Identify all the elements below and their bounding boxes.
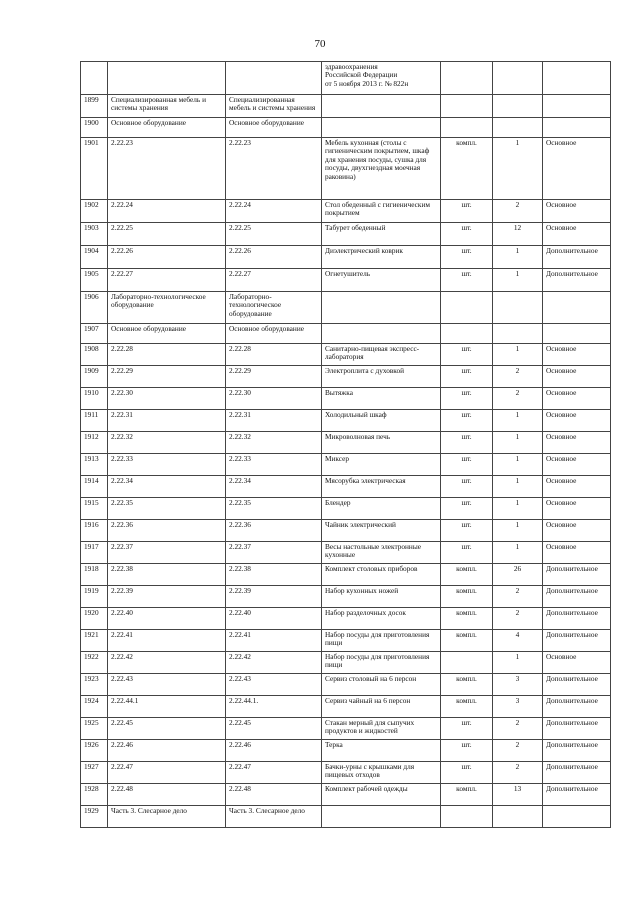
cell-code2: 2.22.25 — [226, 223, 322, 246]
cell-qty — [493, 95, 543, 118]
cell-code1: 2.22.42 — [108, 652, 226, 674]
cell-type: Дополнительное — [543, 784, 611, 806]
cell-qty: 2 — [493, 366, 543, 388]
cell-type: Дополнительное — [543, 718, 611, 740]
cell-code1: 2.22.48 — [108, 784, 226, 806]
cell-num: 1916 — [81, 520, 108, 542]
cell-code2: Основное оборудование — [226, 118, 322, 138]
cell-type: Основное — [543, 652, 611, 674]
cell-name: Миксер — [322, 454, 441, 476]
cell-type: Основное — [543, 200, 611, 223]
cell-unit: компл. — [441, 138, 493, 200]
cell-qty: 1 — [493, 344, 543, 366]
cell-code2: 2.22.45 — [226, 718, 322, 740]
cell-num: 1912 — [81, 432, 108, 454]
cell-code2: 2.22.34 — [226, 476, 322, 498]
cell-code1: 2.22.44.1 — [108, 696, 226, 718]
cell-type: Основное — [543, 344, 611, 366]
cell-type: Основное — [543, 138, 611, 200]
cell-name: Комплект столовых приборов — [322, 564, 441, 586]
cell-type: Основное — [543, 454, 611, 476]
cell-qty: 2 — [493, 608, 543, 630]
cell-unit: шт. — [441, 740, 493, 762]
cell-code2: 2.22.46 — [226, 740, 322, 762]
cell-code1: 2.22.23 — [108, 138, 226, 200]
cell-name: Табурет обеденный — [322, 223, 441, 246]
cell-num: 1918 — [81, 564, 108, 586]
cell-code2: 2.22.43 — [226, 674, 322, 696]
cell-qty: 1 — [493, 520, 543, 542]
cell-code2: 2.22.35 — [226, 498, 322, 520]
cell-code1: 2.22.25 — [108, 223, 226, 246]
cell-name: Набор посуды для приготовления пищи — [322, 630, 441, 652]
table-row — [81, 542, 611, 564]
cell-qty: 1 — [493, 454, 543, 476]
cell-num: 1906 — [81, 292, 108, 324]
cell-qty: 2 — [493, 586, 543, 608]
cell-code1: 2.22.47 — [108, 762, 226, 784]
table-row — [81, 740, 611, 762]
cell-code2: 2.22.33 — [226, 454, 322, 476]
cell-qty: 1 — [493, 652, 543, 674]
cell-unit: шт. — [441, 762, 493, 784]
cell-type: Основное — [543, 520, 611, 542]
table-row — [81, 696, 611, 718]
cell-code1: Специализированная мебель и системы хранения — [108, 95, 226, 118]
cell-code1: Основное оборудование — [108, 324, 226, 344]
cell-type: Основное — [543, 432, 611, 454]
cell-num: 1921 — [81, 630, 108, 652]
cell-name: Набор посуды для приготовления пищи — [322, 652, 441, 674]
cell-type: Дополнительное — [543, 564, 611, 586]
table-row — [81, 223, 611, 246]
cell-num: 1928 — [81, 784, 108, 806]
cell-qty: 2 — [493, 740, 543, 762]
table-row — [81, 292, 611, 324]
cell-qty — [493, 118, 543, 138]
cell-code1: 2.22.31 — [108, 410, 226, 432]
cell-type: Основное — [543, 542, 611, 564]
table-row — [81, 410, 611, 432]
cell-qty: 1 — [493, 410, 543, 432]
cell-qty: 13 — [493, 784, 543, 806]
cell-num: 1913 — [81, 454, 108, 476]
cell-type — [543, 324, 611, 344]
cell-qty — [493, 62, 543, 95]
cell-name: Мебель кухонная (столы с гигиеническим покрытием, шкаф для хранения посуды, сушка для посуды, двухгнездная моечная раковина) — [322, 138, 441, 200]
cell-type: Дополнительное — [543, 246, 611, 269]
table-row — [81, 652, 611, 674]
table-row — [81, 718, 611, 740]
table-row — [81, 246, 611, 269]
cell-unit: компл. — [441, 784, 493, 806]
cell-code2: 2.22.39 — [226, 586, 322, 608]
cell-num: 1904 — [81, 246, 108, 269]
cell-unit: шт. — [441, 388, 493, 410]
cell-type: Дополнительное — [543, 608, 611, 630]
cell-code2: 2.22.30 — [226, 388, 322, 410]
cell-num: 1929 — [81, 806, 108, 828]
cell-num: 1901 — [81, 138, 108, 200]
cell-unit: шт. — [441, 246, 493, 269]
cell-name: Огнетушитель — [322, 269, 441, 292]
cell-code2: 2.22.27 — [226, 269, 322, 292]
table-row — [81, 784, 611, 806]
cell-unit: шт. — [441, 410, 493, 432]
cell-num: 1899 — [81, 95, 108, 118]
table-row — [81, 388, 611, 410]
cell-unit — [441, 95, 493, 118]
cell-type — [543, 292, 611, 324]
cell-unit: компл. — [441, 586, 493, 608]
cell-qty: 26 — [493, 564, 543, 586]
cell-unit: шт. — [441, 476, 493, 498]
cell-unit: шт. — [441, 269, 493, 292]
cell-qty — [493, 324, 543, 344]
table-row — [81, 630, 611, 652]
cell-num: 1927 — [81, 762, 108, 784]
cell-code1: 2.22.33 — [108, 454, 226, 476]
cell-type — [543, 95, 611, 118]
cell-code1: 2.22.34 — [108, 476, 226, 498]
cell-unit: шт. — [441, 520, 493, 542]
table-row — [81, 138, 611, 200]
cell-num: 1922 — [81, 652, 108, 674]
cell-code1: 2.22.46 — [108, 740, 226, 762]
cell-code1: 2.22.27 — [108, 269, 226, 292]
cell-code1: 2.22.26 — [108, 246, 226, 269]
cell-type: Дополнительное — [543, 674, 611, 696]
cell-num: 1911 — [81, 410, 108, 432]
cell-qty: 4 — [493, 630, 543, 652]
cell-qty: 1 — [493, 476, 543, 498]
cell-name: Набор разделочных досок — [322, 608, 441, 630]
cell-unit: шт. — [441, 718, 493, 740]
cell-code2: 2.22.40 — [226, 608, 322, 630]
cell-unit: шт. — [441, 366, 493, 388]
cell-name: Вытяжка — [322, 388, 441, 410]
cell-unit: компл. — [441, 696, 493, 718]
table-row — [81, 454, 611, 476]
cell-code2: 2.22.29 — [226, 366, 322, 388]
cell-type: Дополнительное — [543, 586, 611, 608]
cell-code2: 2.22.26 — [226, 246, 322, 269]
cell-code1: Лабораторно-технологическое оборудование — [108, 292, 226, 324]
cell-unit — [441, 806, 493, 828]
cell-code1: 2.22.24 — [108, 200, 226, 223]
table-row — [81, 432, 611, 454]
table-row — [81, 344, 611, 366]
table-row — [81, 366, 611, 388]
cell-num: 1919 — [81, 586, 108, 608]
cell-name: Диэлектрический коврик — [322, 246, 441, 269]
cell-name: Бачки-урны с крышками для пищевых отходов — [322, 762, 441, 784]
cell-name: Стол обеденный с гигиеническим покрытием — [322, 200, 441, 223]
cell-qty: 1 — [493, 542, 543, 564]
table-row — [81, 269, 611, 292]
cell-name: Терка — [322, 740, 441, 762]
cell-type — [543, 806, 611, 828]
cell-name: Блендер — [322, 498, 441, 520]
cell-num: 1914 — [81, 476, 108, 498]
cell-type: Дополнительное — [543, 740, 611, 762]
cell-code2: 2.22.42 — [226, 652, 322, 674]
equipment-table — [80, 61, 611, 828]
cell-qty: 2 — [493, 762, 543, 784]
cell-type: Основное — [543, 366, 611, 388]
cell-code2: Основное оборудование — [226, 324, 322, 344]
cell-num: 1915 — [81, 498, 108, 520]
cell-code1: 2.22.36 — [108, 520, 226, 542]
table-row — [81, 608, 611, 630]
cell-num: 1907 — [81, 324, 108, 344]
cell-type: Основное — [543, 498, 611, 520]
cell-unit: шт. — [441, 223, 493, 246]
cell-code2: 2.22.44.1. — [226, 696, 322, 718]
cell-code2: 2.22.36 — [226, 520, 322, 542]
table-row-continuation — [81, 62, 611, 95]
cell-num: 1926 — [81, 740, 108, 762]
cell-code2: 2.22.38 — [226, 564, 322, 586]
cell-qty: 2 — [493, 200, 543, 223]
cell-num: 1924 — [81, 696, 108, 718]
cell-code2: 2.22.28 — [226, 344, 322, 366]
cell-name: Сервиз столовый на 6 персон — [322, 674, 441, 696]
cell-code2: 2.22.37 — [226, 542, 322, 564]
cell-name: здравоохранения Российской Федерации от 5 ноября 2013 г. № 822н — [322, 62, 441, 95]
cell-code1: Часть 3. Слесарное дело — [108, 806, 226, 828]
table-row — [81, 806, 611, 828]
table-row — [81, 674, 611, 696]
cell-name: Комплект рабочей одежды — [322, 784, 441, 806]
cell-qty: 2 — [493, 388, 543, 410]
cell-name — [322, 292, 441, 324]
cell-num: 1910 — [81, 388, 108, 410]
cell-code2: 2.22.31 — [226, 410, 322, 432]
cell-name — [322, 118, 441, 138]
cell-code1: 2.22.39 — [108, 586, 226, 608]
cell-qty: 1 — [493, 246, 543, 269]
cell-qty — [493, 292, 543, 324]
cell-unit: компл. — [441, 674, 493, 696]
cell-num: 1900 — [81, 118, 108, 138]
cell-name — [322, 95, 441, 118]
cell-name: Холодильный шкаф — [322, 410, 441, 432]
cell-code2: 2.22.24 — [226, 200, 322, 223]
cell-num: 1925 — [81, 718, 108, 740]
cell-num: 1909 — [81, 366, 108, 388]
cell-name — [322, 806, 441, 828]
cell-type: Основное — [543, 388, 611, 410]
cell-num: 1920 — [81, 608, 108, 630]
cell-name: Набор кухонных ножей — [322, 586, 441, 608]
cell-code1: 2.22.43 — [108, 674, 226, 696]
table-row — [81, 95, 611, 118]
cell-num: 1903 — [81, 223, 108, 246]
cell-qty: 2 — [493, 718, 543, 740]
cell-name: Микроволновая печь — [322, 432, 441, 454]
cell-num: 1902 — [81, 200, 108, 223]
table-row — [81, 324, 611, 344]
cell-type — [543, 62, 611, 95]
cell-name: Сервиз чайный на 6 персон — [322, 696, 441, 718]
cell-code2: 2.22.41 — [226, 630, 322, 652]
cell-code2: 2.22.47 — [226, 762, 322, 784]
cell-num: 1908 — [81, 344, 108, 366]
cell-name: Весы настольные электронные кухонные — [322, 542, 441, 564]
cell-qty: 1 — [493, 432, 543, 454]
table-row — [81, 762, 611, 784]
table-row — [81, 586, 611, 608]
cell-type: Дополнительное — [543, 269, 611, 292]
cell-code2: Лабораторно-технологическое оборудование — [226, 292, 322, 324]
cell-code2 — [226, 62, 322, 95]
cell-type: Основное — [543, 223, 611, 246]
cell-type: Дополнительное — [543, 762, 611, 784]
cell-name: Мясорубка электрическая — [322, 476, 441, 498]
table-row — [81, 564, 611, 586]
cell-code1: 2.22.38 — [108, 564, 226, 586]
cell-qty: 1 — [493, 498, 543, 520]
cell-unit: шт. — [441, 432, 493, 454]
cell-qty: 1 — [493, 269, 543, 292]
cell-code2: Специализированная мебель и системы хранения — [226, 95, 322, 118]
cell-name — [322, 324, 441, 344]
cell-unit — [441, 62, 493, 95]
cell-code2: 2.22.23 — [226, 138, 322, 200]
cell-unit: компл. — [441, 630, 493, 652]
cell-unit — [441, 292, 493, 324]
table-row — [81, 520, 611, 542]
cell-code1: 2.22.30 — [108, 388, 226, 410]
cell-code2: Часть 3. Слесарное дело — [226, 806, 322, 828]
cell-code1: Основное оборудование — [108, 118, 226, 138]
cell-code2: 2.22.32 — [226, 432, 322, 454]
cell-qty: 3 — [493, 674, 543, 696]
cell-qty: 1 — [493, 138, 543, 200]
cell-num — [81, 62, 108, 95]
cell-code1: 2.22.28 — [108, 344, 226, 366]
cell-code1: 2.22.41 — [108, 630, 226, 652]
cell-unit: шт. — [441, 454, 493, 476]
cell-code1: 2.22.40 — [108, 608, 226, 630]
page-number: 70 — [314, 38, 326, 50]
cell-code1 — [108, 62, 226, 95]
cell-qty — [493, 806, 543, 828]
cell-type: Основное — [543, 476, 611, 498]
cell-name: Электроплита с духовкой — [322, 366, 441, 388]
cell-code1: 2.22.29 — [108, 366, 226, 388]
cell-unit — [441, 324, 493, 344]
cell-unit — [441, 652, 493, 674]
cell-type: Основное — [543, 410, 611, 432]
cell-name: Чайник электрический — [322, 520, 441, 542]
cell-name: Санитарно-пищевая экспресс-лаборатория — [322, 344, 441, 366]
table-row — [81, 498, 611, 520]
table-row — [81, 476, 611, 498]
cell-num: 1917 — [81, 542, 108, 564]
cell-code2: 2.22.48 — [226, 784, 322, 806]
cell-code1: 2.22.35 — [108, 498, 226, 520]
cell-qty: 12 — [493, 223, 543, 246]
cell-num: 1923 — [81, 674, 108, 696]
cell-unit: компл. — [441, 564, 493, 586]
cell-unit: шт. — [441, 344, 493, 366]
cell-unit: компл. — [441, 608, 493, 630]
cell-name: Стакан мерный для сыпучих продуктов и жидкостей — [322, 718, 441, 740]
table-row — [81, 200, 611, 223]
cell-type: Дополнительное — [543, 630, 611, 652]
cell-unit — [441, 118, 493, 138]
cell-code1: 2.22.45 — [108, 718, 226, 740]
cell-qty: 3 — [493, 696, 543, 718]
cell-num: 1905 — [81, 269, 108, 292]
cell-unit: шт. — [441, 200, 493, 223]
table-body — [81, 62, 611, 828]
table-row — [81, 118, 611, 138]
cell-code1: 2.22.32 — [108, 432, 226, 454]
cell-type: Дополнительное — [543, 696, 611, 718]
cell-type — [543, 118, 611, 138]
cell-unit: шт. — [441, 542, 493, 564]
cell-code1: 2.22.37 — [108, 542, 226, 564]
cell-unit: шт. — [441, 498, 493, 520]
